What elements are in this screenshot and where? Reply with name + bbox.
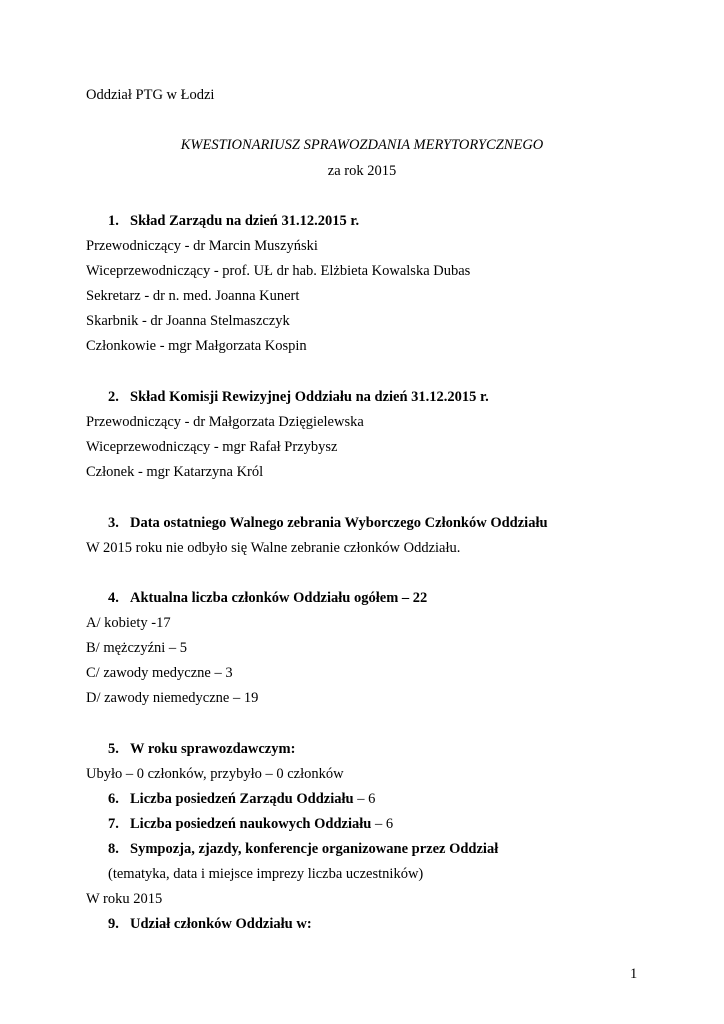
section-2-heading (108, 388, 489, 406)
section-9-heading (108, 915, 312, 933)
board-member-line: Przewodniczący - dr Marcin Muszyński (86, 238, 318, 254)
section-title: W roku sprawozdawczym: (130, 741, 296, 757)
board-member-line: Skarbnik - dr Joanna Stelmaszczyk (86, 313, 290, 329)
section-4-heading (108, 589, 427, 607)
member-count-line: B/ mężczyźni – 5 (86, 640, 188, 656)
section-title: Data ostatniego Walnego zebrania Wyborczego Członków Oddziału (130, 515, 548, 531)
audit-member-line: Członek - mgr Katarzyna Król (86, 464, 264, 480)
section-number: 4. (108, 590, 119, 606)
org-name: Oddział PTG w Łodzi (86, 87, 215, 103)
section-number: 2. (108, 389, 119, 405)
board-member-line: Wiceprzewodniczący - prof. UŁ dr hab. Elżbieta Kowalska Dubas (86, 263, 471, 279)
audit-member-line: Przewodniczący - dr Małgorzata Dzięgielewska (86, 414, 364, 430)
section-6-heading (108, 790, 375, 808)
member-count-line: D/ zawody niemedyczne – 19 (86, 690, 259, 706)
section-8-note: (tematyka, data i miejsce imprezy liczba uczestników) (108, 866, 424, 882)
section-title: Skład Komisji Rewizyjnej Oddziału na dzień 31.12.2015 r. (130, 389, 489, 405)
section-1-heading (108, 212, 359, 230)
section-title: Sympozja, zjazdy, konferencje organizowane przez Oddział (130, 841, 499, 857)
section-value: – 6 (371, 816, 394, 832)
document-year: za rok 2015 (327, 163, 397, 179)
section-8-heading (108, 840, 498, 858)
section-value: – 6 (353, 791, 376, 807)
section-number: 5. (108, 741, 119, 757)
section-title: Aktualna liczba członków Oddziału ogółem – 22 (130, 590, 428, 606)
audit-member-line: Wiceprzewodniczący - mgr Rafał Przybysz (86, 439, 338, 455)
section-number: 7. (108, 816, 119, 832)
section-title: Liczba posiedzeń naukowych Oddziału (130, 816, 372, 832)
board-member-line: Członkowie - mgr Małgorzata Kospin (86, 338, 307, 354)
section-number: 3. (108, 515, 119, 531)
board-member-line: Sekretarz - dr n. med. Joanna Kunert (86, 288, 300, 304)
member-count-line: A/ kobiety -17 (86, 615, 171, 631)
section-title: Liczba posiedzeń Zarządu Oddziału (130, 791, 354, 807)
section-3-heading (108, 514, 548, 532)
document-title: KWESTIONARIUSZ SPRAWOZDANIA MERYTORYCZNEGO (180, 137, 544, 153)
section-number: 9. (108, 916, 119, 932)
meeting-info-line: W 2015 roku nie odbyło się Walne zebranie członków Oddziału. (86, 540, 461, 556)
page-number: 1 (630, 966, 638, 982)
member-count-line: C/ zawody medyczne – 3 (86, 665, 233, 681)
section-5-heading (108, 740, 295, 758)
membership-change-line: Ubyło – 0 członków, przybyło – 0 członków (86, 766, 344, 782)
section-number: 6. (108, 791, 119, 807)
section-title: Udział członków Oddziału w: (130, 916, 312, 932)
section-7-heading (108, 815, 393, 833)
section-title: Skład Zarządu na dzień 31.12.2015 r. (130, 213, 360, 229)
section-number: 1. (108, 213, 119, 229)
section-number: 8. (108, 841, 119, 857)
section-8-year: W roku 2015 (86, 891, 163, 907)
